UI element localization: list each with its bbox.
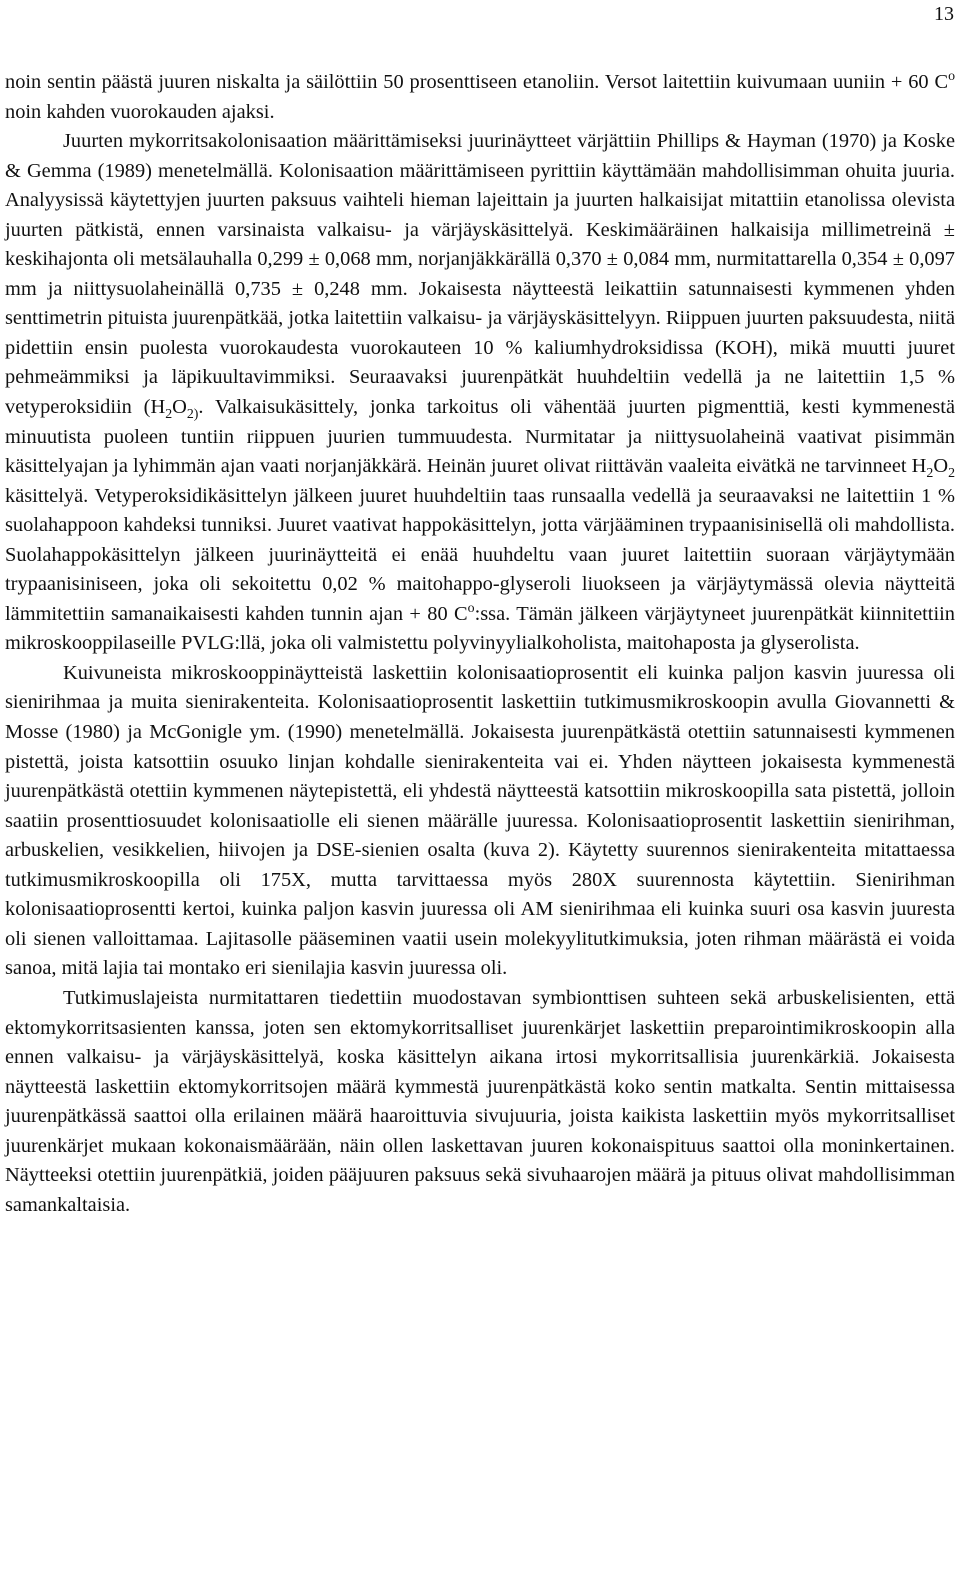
- paragraph: [5, 127, 955, 659]
- text-run: Tutkimuslajeista nurmitattaren tiedettiin muodostavan symbionttisen suhteen sekä arbuskelisienten, että ektomykorritsasienten kanssa, joten sen ektomykorritsalliset juurenkärjet laskettiin preparointimikroskoopin alla ennen valkaisu- ja värjäyskäsittelyä, koska käsittelyn aikana irtosi mykorritsallisia juurenkärkiä. Jokaisesta näytteestä laskettiin ektomykorritsojen määrä kymmestä juurenpätkästä koko sentin matkalta. Sentin mittaisessa juurenpätkässä saattoi olla erilainen määrä haaroittuvia sivujuuria, joista kaikista laskettiin myös mykorritsalliset juurenkärjet mukaan kokonaismäärään, näin ollen laskettavan juuren kokonaispituus saattoi olla moninkertainen. Näytteeksi otettiin juurenpätkiä, joiden pääjuuren paksuus sekä sivuhaarojen määrä ja pituus olivat mahdollisimman samankaltaisia.: [5, 986, 955, 1216]
- paragraph: [5, 659, 955, 984]
- text-run: Kuivuneista mikroskooppinäytteistä laskettiin kolonisaatioprosentit eli kuinka paljon kasvin juuressa oli sienirihmaa ja muita sienirakenteita. Kolonisaatioprosentit laskettiin tutkimusmikroskoopin avulla Giovannetti & Mosse (1980) ja McGonigle ym. (1990) menetelmällä. Jokaisesta juurenpätkästä otettiin satunnaisesti kymmenen pistettä, joista katsottiin osuuko linjan kohdalle sienirakenteita vai ei. Yhden näytteen jokaisesta kymmenestä juurenpätkästä otettiin kymmenen näytepistettä, eli yhdestä näytteestä katsottiin mikroskoopilla sata pistettä, jolloin saatiin prosenttiosuudet kolonisaatiolle eli sienen määrälle juuressa. Kolonisaatioprosentit laskettiin sienirihman, arbuskelien, vesikkelien, hiivojen ja DSE-sienien osalta (kuva 2). Käytetty suurennos sienirakenteita mitattaessa tutkimusmikroskoopilla oli 175X, mutta tarvittaessa myös 280X suurennosta käytettiin. Sienirihman kolonisaatioprosentti kertoi, kuinka paljon kasvin juuressa oli AM sienirihmaa eli kuinka suuri osa kasvin juuresta oli sienen valloittamaa. Lajitasolle pääseminen vaatii usein molekyylitutkimuksia, joten rihman määrästä ei voida sanoa, mitä lajia tai montako eri sienilajia kasvin juuressa oli.: [5, 661, 955, 980]
- page-number: 13: [934, 3, 954, 25]
- subscript: 2): [186, 407, 199, 423]
- superscript: o: [948, 69, 955, 85]
- subscript: 2: [948, 466, 955, 482]
- text-run: noin kahden vuorokauden ajaksi.: [5, 100, 275, 123]
- paragraph: [5, 68, 955, 127]
- superscript: o: [467, 601, 475, 617]
- text-run: O: [172, 396, 187, 419]
- subscript: 2: [165, 407, 173, 423]
- text-run: noin sentin päästä juuren niskalta ja säilöttiin 50 prosenttiseen etanoliin. Versot laitettiin kuivumaan uuniin + 60 C: [5, 71, 949, 93]
- text-run: O: [933, 455, 949, 478]
- subscript: 2: [926, 466, 934, 482]
- text-run: . Valkaisukäsittely, jonka tarkoitus oli vähentää juurten pigmenttiä, kesti kymmenestä minuutista puoleen tuntiin riippuen juurien tummuudesta. Nurmitatar ja niittysuolaheinä vaativat pisimmän käsittelyajan ja lyhimmän ajan vaati norjanjäkkärä. Heinän juuret olivat riittävän vaaleita eivätkä ne tarvinneet H: [5, 396, 955, 478]
- text-run: Juurten mykorritsakolonisaation määrittämiseksi juurinäytteet värjättiin Phillips & Hayman (1970) ja Koske & Gemma (1989) menetelmällä. Kolonisaation määrittämiseen pyrittiin käyttämään mahdollisimman ohuita juuria. Analyysissä käytettyjen juurten paksuus vaihteli hieman lajeittain ja juurten halkaisijat mitattiin etanolissa olevista juurten pätkistä, ennen varsinaista valkaisu- ja värjäyskäsittelyä. Keskimääräinen halkaisija millimetreinä ± keskihajonta oli metsälauhalla 0,299 ± 0,068 mm, norjanjäkkärällä 0,370 ± 0,084 mm, nurmitattarella 0,354 ± 0,097 mm ja niittysuolaheinällä 0,735 ± 0,248 mm. Jokaisesta näytteestä leikattiin satunnaisesti kymmenen yhden senttimetrin pituista juurenpätkää, jotka laitettiin valkaisu- ja värjäyskäsittelyyn. Riippuen juurten paksuudesta, niitä pidettiin ensin puolesta vuorokaudesta vuorokauteen 10 % kaliumhydroksidissa (KOH), mikä muutti juuret pehmeämmiksi ja läpikuultavimmiksi. Seuraavaksi juurenpätkät huuhdeltiin vedellä ja ne laitettiin 1,5 % vetyperoksidiin (H: [5, 130, 955, 419]
- text-run: :ssa. Tämän jälkeen värjäytyneet juurenpätkät kiinnitettiin mikroskooppilaseille PVLG:llä, joka oli valmistettu polyvinyylialkoholista, maitohaposta ja glyserolista.: [5, 602, 955, 655]
- text-run: käsittelyä. Vetyperoksidikäsittelyn jälkeen juuret huuhdeltiin taas runsaalla vedellä ja seuraavaksi ne laitettiin 1 % suolahappoon kahdeksi tunniksi. Juuret vaativat happokäsittelyn, jotta värjääminen trypaanisinisellä oli mahdollista. Suolahappokäsittelyn jälkeen juurinäytteitä ei enää huuhdeltu vaan juuret laitettiin suoraan värjäytymään trypaanisiniseen, joka oli sekoitettu 0,02 % maitohappo-glyseroli liuokseen ja värjäytymässä olevia näytteitä lämmitettiin samanaikaisesti kahden tunnin ajan + 80 C: [5, 484, 955, 625]
- paragraph: [5, 984, 955, 1220]
- body-text: [5, 68, 955, 1220]
